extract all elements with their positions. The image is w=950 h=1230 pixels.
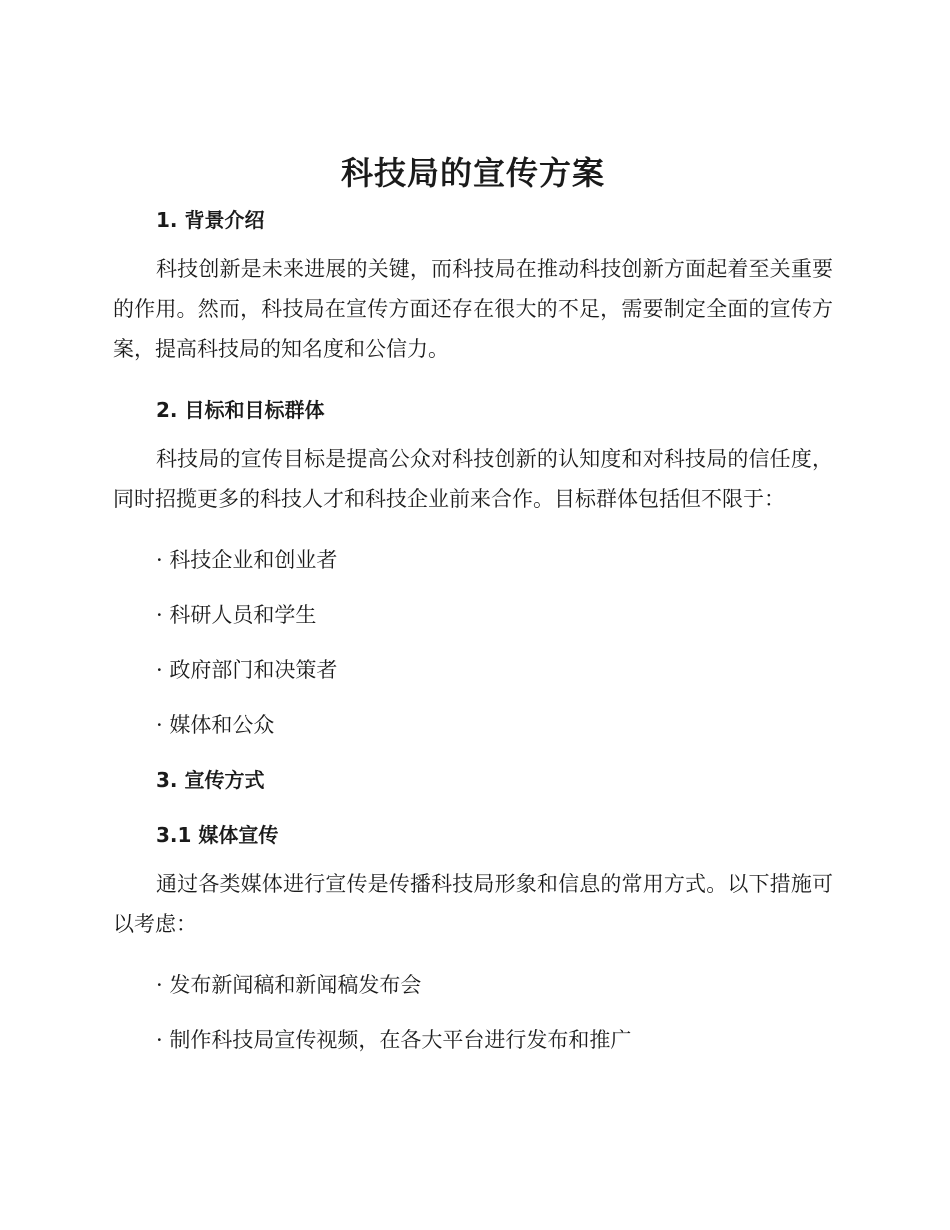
section-heading-goals: 2. 目标和目标群体 [156, 398, 325, 422]
list-item: · 政府部门和决策者 [156, 658, 338, 682]
list-item: · 科研人员和学生 [156, 603, 317, 627]
section-heading-methods: 3. 宣传方式 [156, 768, 265, 792]
paragraph-goals: 科技局的宣传目标是提高公众对科技创新的认知度和对科技局的信任度，同时招揽更多的科技人才和科技企业前来合作。目标群体包括但不限于： [113, 447, 833, 511]
document-page [113, 150, 833, 1054]
document-title: 科技局的宣传方案 [340, 154, 605, 192]
list-item: · 制作科技局宣传视频，在各大平台进行发布和推广 [156, 1028, 632, 1052]
section-heading-media: 3.1 媒体宣传 [156, 823, 279, 847]
section-heading-background: 1. 背景介绍 [156, 208, 265, 232]
list-item: · 媒体和公众 [156, 713, 275, 737]
list-item: · 科技企业和创业者 [156, 548, 338, 572]
list-item: · 发布新闻稿和新闻稿发布会 [156, 973, 422, 997]
paragraph-background: 科技创新是未来进展的关键，而科技局在推动科技创新方面起着至关重要的作用。然而，科技局在宣传方面还存在很大的不足，需要制定全面的宣传方案，提高科技局的知名度和公信力。 [113, 257, 833, 361]
paragraph-media: 通过各类媒体进行宣传是传播科技局形象和信息的常用方式。以下措施可以考虑： [113, 872, 833, 936]
